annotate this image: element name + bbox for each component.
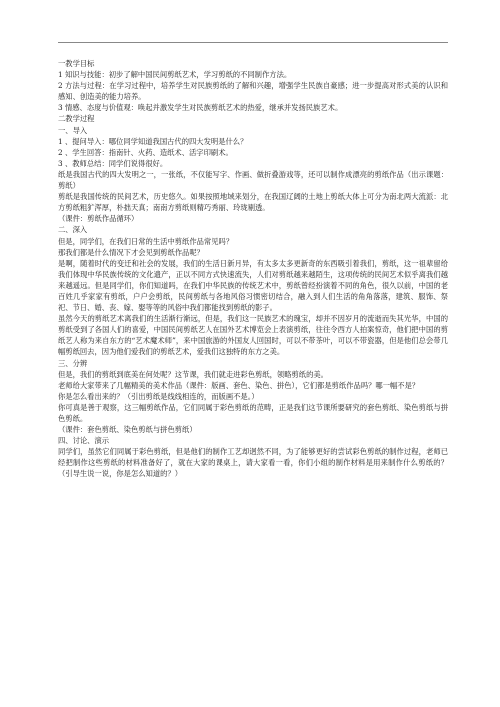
text-line: 纸是我国古代的四大发明之一，一张纸，不仅能写字、作画、做折叠游戏等，还可以制作成漂亮的剪纸作品（出示课题：剪纸） — [58, 169, 448, 191]
text-line: 你是怎么看出来的？（引出剪纸是线线相连的，而版画不是。） — [58, 391, 259, 401]
text-line: 四、讨论、演示 — [58, 436, 110, 446]
text-line: 你可真是善于观察，这三幅剪纸作品，它们同属于彩色剪纸的范畴，正是我们这节课所要研究的套色剪纸、染色剪纸与拼色剪纸。 — [58, 402, 448, 423]
text-line: 虽然今天的剪纸艺术离我们的生活渐行渐远，但是，我们这一民族艺术的瑰宝，却并不因岁月的流逝而失其光华，中国的剪纸受到了各国人们的喜爱，中国民间剪纸艺人在国外艺术博览会上表演剪纸，往往令西方人拍案惊奇，他们把中国的剪纸艺人称为来自东方的“艺术魔术师”，来中国旅游的外国友人回国时，可以不带茶叶，可以不带瓷器，但是他们总会带几幅剪纸回去，因为他们爱我们的剪纸艺术，爱我们这独特的东方之美。 — [58, 314, 448, 357]
text-line: 但是，我们的剪纸到底美在何处呢？这节课，我们就走进彩色剪纸，领略剪纸的美。 — [58, 369, 328, 379]
text-line: 一教学目标 — [58, 59, 95, 68]
text-line: 1 知识与技能：初步了解中国民间剪纸艺术，学习剪纸的不同制作方法。 — [58, 70, 292, 80]
text-line: 三、分辨 — [58, 358, 88, 368]
text-line: 二、深入 — [58, 225, 88, 235]
text-line: 一、导入 — [58, 125, 88, 135]
text-line: 3 情感、态度与价值观：唤起并激发学生对民族剪纸艺术的热爱，继承并发扬民族艺术。 — [58, 103, 343, 113]
text-line: 2 、学生回答：指南针、火药、造纸术、活字印刷术。 — [58, 147, 233, 157]
text-line: 那我们都是什么情况下才会见到剪纸作品呢？ — [58, 247, 204, 257]
text-line: 同学们，虽然它们同属于彩色剪纸，但是他们的制作工艺却迥然不同，为了能够更好的尝试彩色剪纸的制作过程，老师已经把制作这些剪纸的材料准备好了，就在大家的课桌上，请大家看一看，你们小组的制作材料是用来制作什么剪纸的？（引导生说一说，你是怎么知道的？） — [58, 447, 448, 479]
text-line: 剪纸是我国传统的民间艺术，历史悠久。如果按照地域来划分，在我国辽阔的土地上剪纸大体上可分为南北两大流派：北方剪纸粗犷浑厚，朴拙天真；南南方剪纸则精巧秀丽、玲珑剔透。 — [58, 192, 448, 213]
text-line: 二教学过程 — [58, 114, 95, 124]
text-line: 但是，同学们，在我们日常的生活中剪纸作品常见吗？ — [58, 236, 234, 246]
header-rule — [58, 42, 448, 43]
text-line: 是啊，随着时代的变迁和社会的发展，我们的生活日新月异，有太多太多更新奇的东西吸引着我们，剪纸，这一祖辈留给我们体现中华民族传统的文化遗产，正以不同方式快速流失，人们对剪纸越来越陌生，这项传统的民间艺术似乎离我们越来越遥远。但是同学们，你们知道吗，在我们中华民族的传统艺术中，剪纸曾经扮演着不同的角色，很久以前，中国的老百姓几乎家家有剪纸，户户会剪纸，民间剪纸与各地风俗习惯密切结合，融入到人们生活的角角落落，建筑、服饰、祭祀、节日、婚、丧、嫁、娶等等的风俗中我们都能找到剪纸的影子。 — [58, 258, 448, 313]
text-line: 3 、教师总结：同学们说得很好。 — [58, 158, 168, 168]
text-line: 1 、提问导入：哪位同学知道我国古代的四大发明是什么？ — [58, 136, 248, 146]
text-line: 2 方法与过程：在学习过程中，培养学生对民族剪纸的了解和兴趣，增强学生民族自豪感；进一步提高对形式美的认识和感知、创造美的能力培养。 — [58, 81, 448, 102]
text-line: 老师给大家带来了几幅精美的美术作品（课件：版画、套色、染色、拼色），它们都是剪纸作品吗？哪一幅不是？ — [58, 380, 420, 390]
text-line: （课件：剪纸作品循环） — [58, 214, 139, 224]
document-body — [58, 58, 448, 480]
text-line: （课件：套色剪纸、染色剪纸与拼色剪纸） — [58, 425, 197, 435]
